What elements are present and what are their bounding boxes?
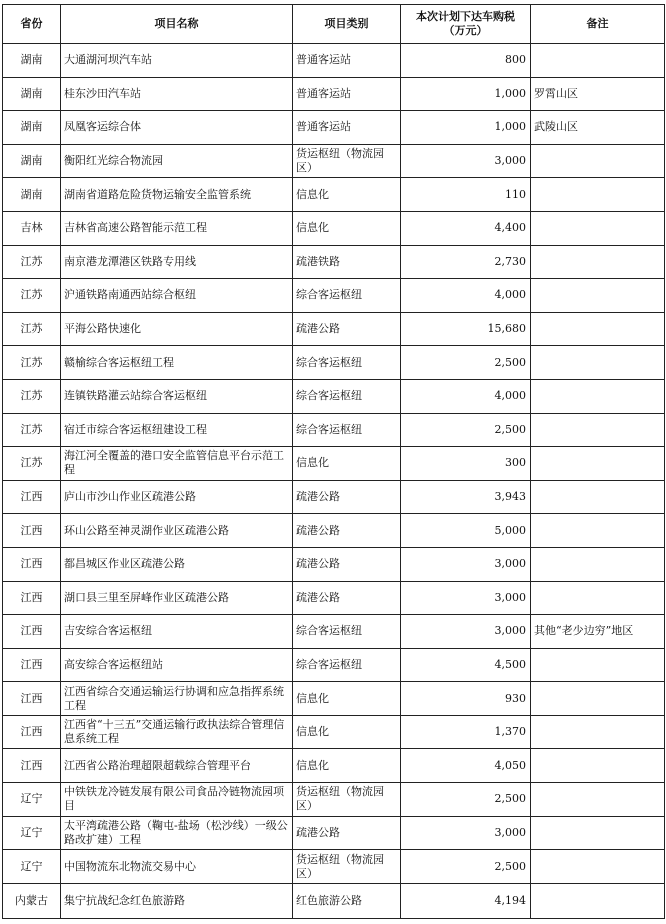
cell-note: 武陵山区 bbox=[531, 111, 665, 145]
cell-note bbox=[531, 44, 665, 78]
table-row bbox=[3, 211, 665, 245]
header-project-name: 项目名称 bbox=[61, 5, 293, 44]
cell-note bbox=[531, 648, 665, 682]
cell-category: 信息化 bbox=[293, 211, 401, 245]
cell-project-name: 南京港龙潭港区铁路专用线 bbox=[61, 245, 293, 279]
table-row bbox=[3, 648, 665, 682]
cell-project-name: 衡阳红光综合物流园 bbox=[61, 144, 293, 178]
cell-note: 罗霄山区 bbox=[531, 77, 665, 111]
table-row bbox=[3, 44, 665, 78]
cell-province: 吉林 bbox=[3, 211, 61, 245]
cell-project-name: 海江河全覆盖的港口安全监管信息平台示范工程 bbox=[61, 447, 293, 481]
cell-category: 红色旅游公路 bbox=[293, 883, 401, 918]
header-amount bbox=[401, 5, 531, 44]
cell-category: 普通客运站 bbox=[293, 111, 401, 145]
table-row bbox=[3, 783, 665, 817]
cell-amount: 3,000 bbox=[401, 581, 531, 615]
table-row bbox=[3, 615, 665, 649]
cell-province: 江西 bbox=[3, 581, 61, 615]
cell-amount: 1,000 bbox=[401, 111, 531, 145]
cell-note bbox=[531, 178, 665, 212]
cell-note bbox=[531, 547, 665, 581]
cell-province: 江西 bbox=[3, 682, 61, 716]
header-category: 项目类别 bbox=[293, 5, 401, 44]
cell-province: 江苏 bbox=[3, 245, 61, 279]
cell-project-name: 太平湾疏港公路（鞠屯-盐场（松沙线）一级公路改扩建）工程 bbox=[61, 816, 293, 850]
cell-amount: 930 bbox=[401, 682, 531, 716]
table-row bbox=[3, 480, 665, 514]
cell-category: 货运枢纽（物流园区） bbox=[293, 850, 401, 884]
cell-category: 货运枢纽（物流园区） bbox=[293, 783, 401, 817]
table-row bbox=[3, 883, 665, 918]
table-row bbox=[3, 178, 665, 212]
cell-amount: 2,500 bbox=[401, 413, 531, 447]
cell-note: 其他“老少边穷”地区 bbox=[531, 615, 665, 649]
cell-category: 信息化 bbox=[293, 715, 401, 749]
cell-amount: 300 bbox=[401, 447, 531, 481]
cell-project-name: 宿迁市综合客运枢纽建设工程 bbox=[61, 413, 293, 447]
cell-province: 江苏 bbox=[3, 447, 61, 481]
cell-project-name: 江西省“十三五”交通运输行政执法综合管理信息系统工程 bbox=[61, 715, 293, 749]
cell-amount: 5,000 bbox=[401, 514, 531, 548]
cell-category: 综合客运枢纽 bbox=[293, 648, 401, 682]
cell-note bbox=[531, 581, 665, 615]
cell-province: 江苏 bbox=[3, 413, 61, 447]
cell-project-name: 中铁铁龙冷链发展有限公司食品冷链物流园项目 bbox=[61, 783, 293, 817]
cell-category: 疏港公路 bbox=[293, 581, 401, 615]
cell-amount: 3,000 bbox=[401, 144, 531, 178]
table-row bbox=[3, 245, 665, 279]
cell-note bbox=[531, 279, 665, 313]
cell-project-name: 高安综合客运枢纽站 bbox=[61, 648, 293, 682]
cell-amount: 4,400 bbox=[401, 211, 531, 245]
cell-amount: 2,500 bbox=[401, 850, 531, 884]
cell-amount: 3,000 bbox=[401, 547, 531, 581]
cell-amount: 4,000 bbox=[401, 279, 531, 313]
cell-note bbox=[531, 816, 665, 850]
table-row bbox=[3, 850, 665, 884]
cell-province: 辽宁 bbox=[3, 816, 61, 850]
cell-project-name: 赣榆综合客运枢纽工程 bbox=[61, 346, 293, 380]
cell-amount: 4,194 bbox=[401, 883, 531, 918]
table-header-row bbox=[3, 5, 665, 44]
table-row bbox=[3, 547, 665, 581]
table-row bbox=[3, 77, 665, 111]
cell-amount: 15,680 bbox=[401, 312, 531, 346]
cell-category: 货运枢纽（物流园区） bbox=[293, 144, 401, 178]
cell-note bbox=[531, 379, 665, 413]
cell-category: 疏港公路 bbox=[293, 312, 401, 346]
cell-amount: 2,500 bbox=[401, 346, 531, 380]
cell-amount: 1,000 bbox=[401, 77, 531, 111]
cell-note bbox=[531, 144, 665, 178]
cell-project-name: 凤凰客运综合体 bbox=[61, 111, 293, 145]
table-row bbox=[3, 749, 665, 783]
cell-category: 综合客运枢纽 bbox=[293, 346, 401, 380]
cell-project-name: 大通湖河坝汽车站 bbox=[61, 44, 293, 78]
cell-note bbox=[531, 413, 665, 447]
cell-province: 湖南 bbox=[3, 111, 61, 145]
cell-category: 信息化 bbox=[293, 682, 401, 716]
cell-category: 普通客运站 bbox=[293, 77, 401, 111]
cell-project-name: 湖南省道路危险货物运输安全监管系统 bbox=[61, 178, 293, 212]
cell-category: 疏港公路 bbox=[293, 816, 401, 850]
cell-category: 综合客运枢纽 bbox=[293, 413, 401, 447]
cell-project-name: 吉安综合客运枢纽 bbox=[61, 615, 293, 649]
cell-note bbox=[531, 514, 665, 548]
cell-province: 湖南 bbox=[3, 44, 61, 78]
table-row bbox=[3, 312, 665, 346]
table-row bbox=[3, 346, 665, 380]
table-row bbox=[3, 413, 665, 447]
cell-province: 江苏 bbox=[3, 279, 61, 313]
cell-province: 江西 bbox=[3, 715, 61, 749]
cell-project-name: 湖口县三里至屏峰作业区疏港公路 bbox=[61, 581, 293, 615]
cell-category: 信息化 bbox=[293, 447, 401, 481]
table-row bbox=[3, 581, 665, 615]
table-row bbox=[3, 715, 665, 749]
cell-amount: 1,370 bbox=[401, 715, 531, 749]
cell-project-name: 江西省公路治理超限超载综合管理平台 bbox=[61, 749, 293, 783]
cell-note bbox=[531, 883, 665, 918]
cell-category: 疏港公路 bbox=[293, 514, 401, 548]
table-row bbox=[3, 514, 665, 548]
table-row bbox=[3, 279, 665, 313]
cell-note bbox=[531, 312, 665, 346]
header-amount-line1: 本次计划下达车购税 bbox=[416, 10, 515, 23]
cell-category: 综合客运枢纽 bbox=[293, 615, 401, 649]
cell-province: 江苏 bbox=[3, 346, 61, 380]
cell-province: 江西 bbox=[3, 514, 61, 548]
table-row bbox=[3, 111, 665, 145]
cell-amount: 3,943 bbox=[401, 480, 531, 514]
cell-amount: 2,730 bbox=[401, 245, 531, 279]
cell-category: 疏港公路 bbox=[293, 547, 401, 581]
cell-project-name: 都昌城区作业区疏港公路 bbox=[61, 547, 293, 581]
cell-category: 信息化 bbox=[293, 178, 401, 212]
cell-project-name: 江西省综合交通运输运行协调和应急指挥系统工程 bbox=[61, 682, 293, 716]
cell-province: 湖南 bbox=[3, 144, 61, 178]
cell-province: 江苏 bbox=[3, 312, 61, 346]
cell-project-name: 沪通铁路南通西站综合枢纽 bbox=[61, 279, 293, 313]
header-note: 备注 bbox=[531, 5, 665, 44]
table-row bbox=[3, 682, 665, 716]
cell-province: 辽宁 bbox=[3, 850, 61, 884]
cell-amount: 4,500 bbox=[401, 648, 531, 682]
cell-project-name: 中国物流东北物流交易中心 bbox=[61, 850, 293, 884]
cell-amount: 4,050 bbox=[401, 749, 531, 783]
cell-province: 湖南 bbox=[3, 77, 61, 111]
cell-amount: 110 bbox=[401, 178, 531, 212]
cell-province: 江苏 bbox=[3, 379, 61, 413]
cell-category: 疏港公路 bbox=[293, 480, 401, 514]
cell-province: 江西 bbox=[3, 615, 61, 649]
cell-amount: 3,000 bbox=[401, 816, 531, 850]
cell-province: 江西 bbox=[3, 547, 61, 581]
cell-project-name: 吉林省高速公路智能示范工程 bbox=[61, 211, 293, 245]
cell-project-name: 庐山市沙山作业区疏港公路 bbox=[61, 480, 293, 514]
cell-note bbox=[531, 245, 665, 279]
cell-project-name: 集宁抗战纪念红色旅游路 bbox=[61, 883, 293, 918]
cell-project-name: 平海公路快速化 bbox=[61, 312, 293, 346]
cell-project-name: 桂东沙田汽车站 bbox=[61, 77, 293, 111]
cell-category: 普通客运站 bbox=[293, 44, 401, 78]
cell-province: 江西 bbox=[3, 648, 61, 682]
cell-project-name: 连镇铁路灌云站综合客运枢纽 bbox=[61, 379, 293, 413]
cell-province: 辽宁 bbox=[3, 783, 61, 817]
cell-province: 江西 bbox=[3, 480, 61, 514]
cell-note bbox=[531, 749, 665, 783]
table-row bbox=[3, 447, 665, 481]
cell-amount: 4,000 bbox=[401, 379, 531, 413]
cell-note bbox=[531, 850, 665, 884]
cell-note bbox=[531, 211, 665, 245]
cell-note bbox=[531, 346, 665, 380]
table-row bbox=[3, 144, 665, 178]
cell-amount: 3,000 bbox=[401, 615, 531, 649]
cell-category: 信息化 bbox=[293, 749, 401, 783]
cell-note bbox=[531, 447, 665, 481]
cell-note bbox=[531, 480, 665, 514]
table-row bbox=[3, 379, 665, 413]
header-amount-line2: （万元） bbox=[443, 24, 488, 37]
cell-project-name: 环山公路至神灵湖作业区疏港公路 bbox=[61, 514, 293, 548]
cell-note bbox=[531, 682, 665, 716]
cell-province: 湖南 bbox=[3, 178, 61, 212]
cell-province: 江西 bbox=[3, 749, 61, 783]
cell-province: 内蒙古 bbox=[3, 883, 61, 918]
cell-note bbox=[531, 715, 665, 749]
cell-category: 疏港铁路 bbox=[293, 245, 401, 279]
header-province: 省份 bbox=[3, 5, 61, 44]
cell-category: 综合客运枢纽 bbox=[293, 379, 401, 413]
funding-table bbox=[2, 4, 665, 919]
table-row bbox=[3, 816, 665, 850]
cell-note bbox=[531, 783, 665, 817]
cell-amount: 2,500 bbox=[401, 783, 531, 817]
cell-amount: 800 bbox=[401, 44, 531, 78]
cell-category: 综合客运枢纽 bbox=[293, 279, 401, 313]
